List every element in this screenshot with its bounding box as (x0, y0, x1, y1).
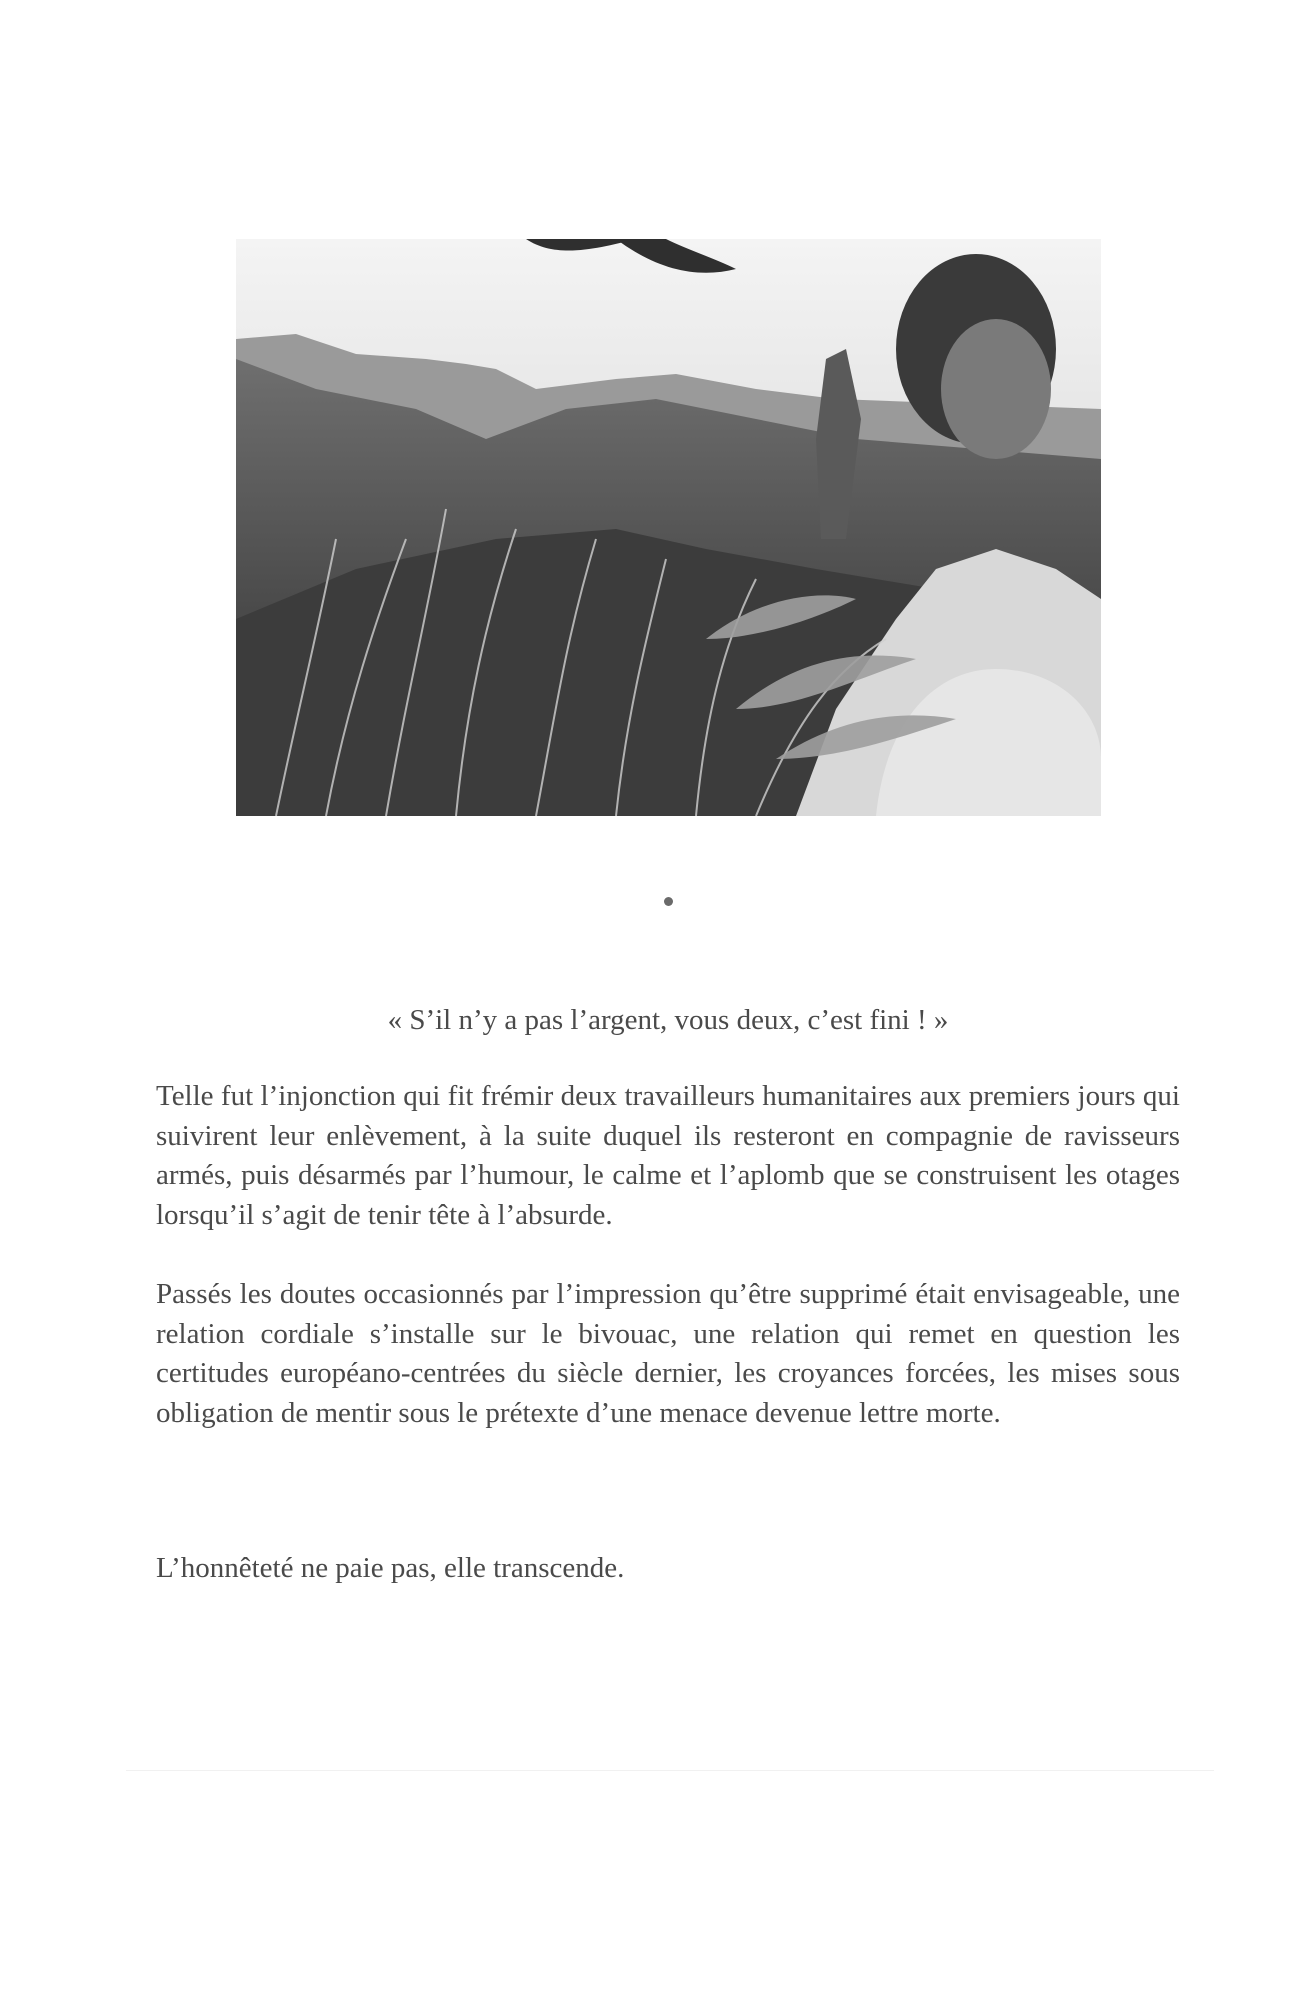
paragraph-1: Telle fut l’injonction qui fit frémir deux travailleurs humanitaires aux premiers jours qui suivirent leur enlèvement, à la suite duquel ils resteront en compagnie de ravisseurs armés, puis désarmés par l’humour, le calme et l’aplomb que se construisent les otages lorsqu’il s’agit de tenir tête à l’absurde. (156, 1080, 1180, 1231)
closing-line: L’honnêteté ne paie pas, elle transcende. (156, 1552, 625, 1584)
footer-divider (126, 1770, 1214, 1771)
separator-dot (664, 897, 673, 906)
landscape-photo-icon (236, 239, 1101, 816)
quote: « S’il n’y a pas l’argent, vous deux, c’est fini ! » (387, 1004, 949, 1036)
paragraph-2: Passés les doutes occasionnés par l’impression qu’être supprimé était envisageable, une relation cordiale s’installe sur le bivouac, une relation qui remet en question les certitudes européano-centrées du siècle dernier, les croyances forcées, les mises sous obligation de mentir sous le prétexte d’une menace devenue lettre morte. (156, 1278, 1180, 1429)
landscape-photo (236, 239, 1101, 816)
